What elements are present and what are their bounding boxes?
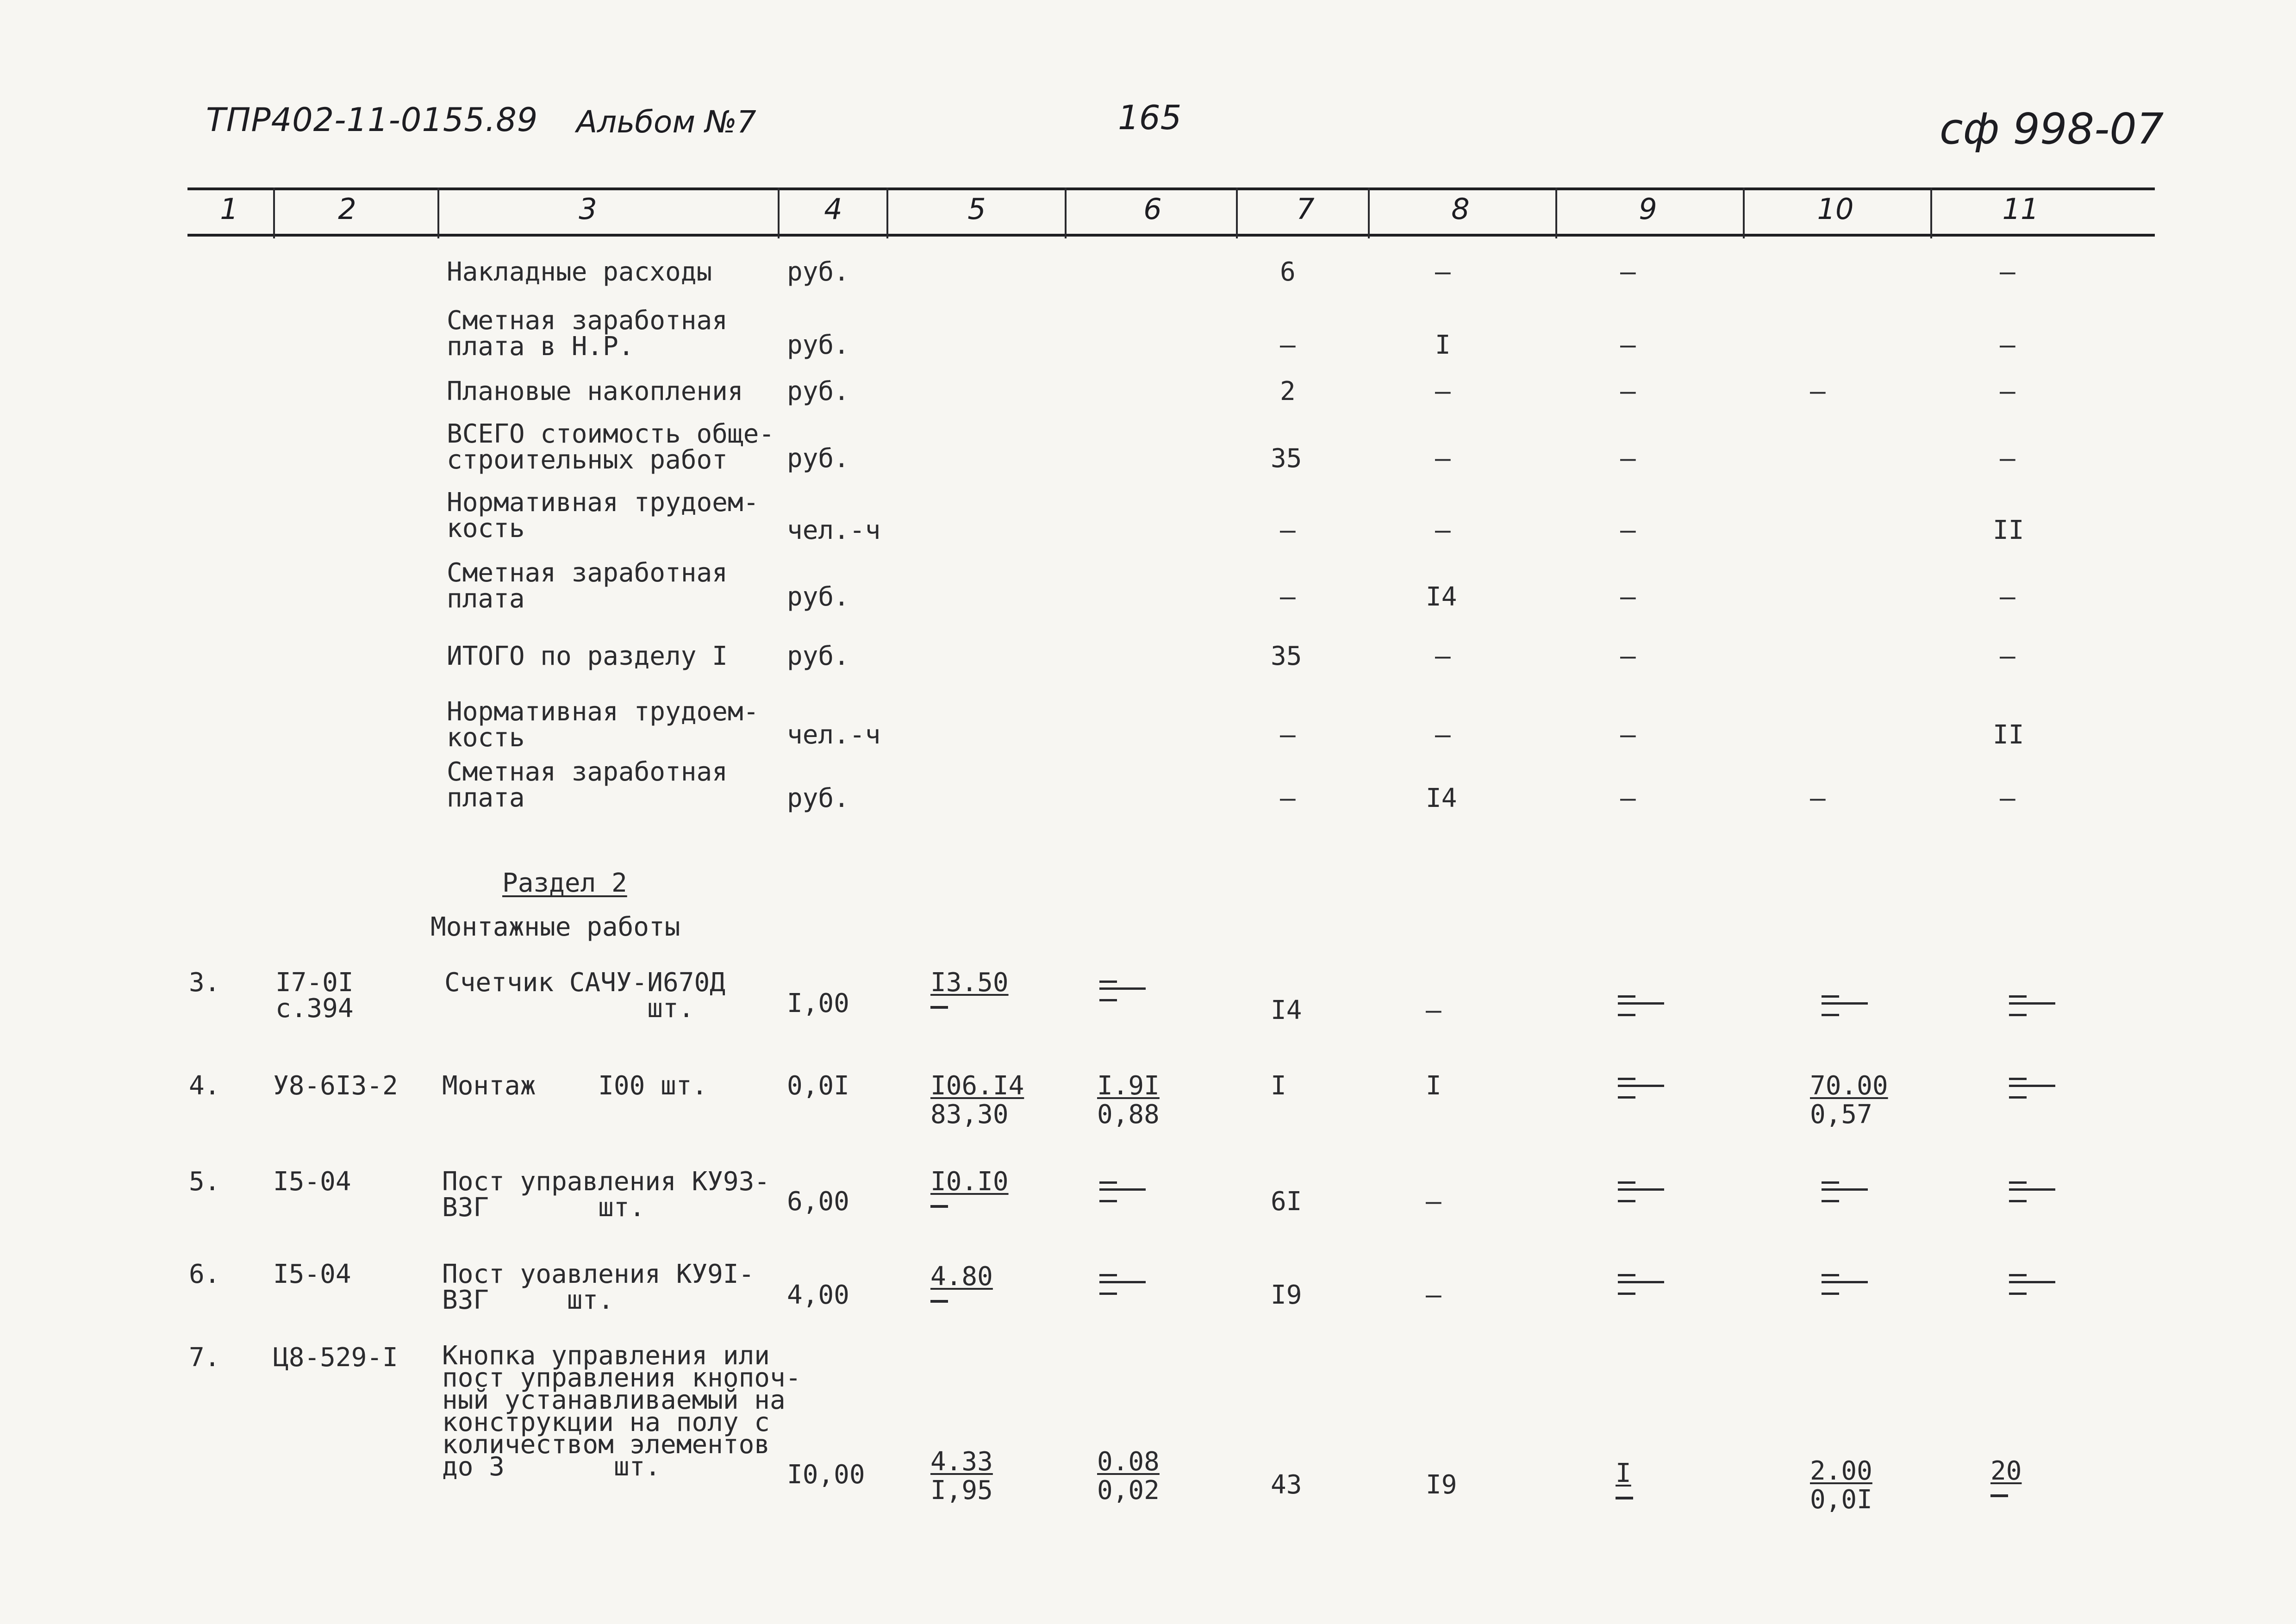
item-c5 [930, 1264, 993, 1303]
item-name: Кнопка управления или пост управления кнопоч- ный устанавливаемый на конструкции на полу с количеством элементов до 3 шт. [442, 1341, 801, 1482]
col-separator [273, 187, 275, 238]
item-code: I5-04 [273, 1167, 351, 1197]
c10-top: 2.00 [1810, 1456, 1872, 1486]
cell-c9: – [1620, 443, 1636, 474]
col-separator [886, 187, 888, 238]
row-name: ИТОГО по разделу I [447, 641, 728, 671]
sheet-reference: сф 998-07 [1940, 104, 2164, 154]
row-name: Сметная заработная плата [447, 757, 728, 813]
cell-c8: I [1435, 330, 1451, 360]
cell-c11: – [2000, 641, 2015, 671]
column-number: 6 [1143, 192, 1162, 226]
c10-dash-mark [1822, 1181, 1868, 1202]
c11-dash-mark [2009, 1078, 2055, 1099]
cell-c8: – [1435, 720, 1451, 750]
item-name: Пост управления КУ93- ВЗГ шт. [442, 1167, 770, 1223]
cell-c11: – [2000, 376, 2015, 406]
cell-c9: – [1620, 515, 1636, 545]
cell-c11: – [2000, 783, 2015, 813]
row-name: Нормативная трудоем- кость [447, 697, 759, 753]
c11-top: 20 [1990, 1456, 2022, 1486]
cell-c8: – [1435, 641, 1451, 671]
cell-c7: 35 [1271, 641, 1302, 671]
c6-dash-mark [1099, 1274, 1146, 1295]
col-separator [1555, 187, 1557, 238]
item-c10 [1810, 1458, 1872, 1513]
dash [930, 1006, 948, 1009]
row-unit: чел.-ч [787, 720, 881, 750]
page-number: 165 [1118, 98, 1182, 137]
row-unit: руб. [787, 582, 849, 612]
item-c8: – [1426, 1187, 1441, 1217]
item-number: 7. [189, 1343, 220, 1373]
cell-c7: 6 [1280, 257, 1296, 287]
c11-dash-mark [2009, 1181, 2055, 1202]
row-unit: руб. [787, 641, 849, 671]
c11-dash-mark [2009, 995, 2055, 1016]
col-separator [1368, 187, 1370, 238]
c5-value: 4.80 [930, 1262, 993, 1292]
header-bottom-rule [187, 234, 2155, 237]
item-c7: I [1271, 1071, 1286, 1101]
cell-c9: – [1620, 376, 1636, 406]
col-separator [1065, 187, 1067, 238]
dash [1616, 1497, 1633, 1499]
row-unit: руб. [787, 783, 849, 813]
cell-c9: – [1620, 720, 1636, 750]
col-separator [778, 187, 780, 238]
cell-c7: – [1280, 720, 1296, 750]
row-unit: руб. [787, 376, 849, 406]
col-separator [1743, 187, 1745, 238]
c10-dash-mark [1822, 1274, 1868, 1295]
item-qty: 0,0I [787, 1071, 849, 1101]
cell-c7: – [1280, 783, 1296, 813]
item-c8: – [1426, 1280, 1441, 1310]
cell-c11: II [1993, 515, 2024, 545]
item-c6 [1097, 1449, 1160, 1504]
row-name: Сметная заработная плата в Н.Р. [447, 306, 728, 362]
cell-c11: – [2000, 330, 2015, 360]
col-separator [1930, 187, 1932, 238]
column-number: 3 [579, 192, 597, 226]
item-c5 [930, 1073, 1024, 1128]
cell-c7: – [1280, 330, 1296, 360]
cell-c8: I4 [1426, 582, 1457, 612]
column-number: 4 [824, 192, 842, 226]
row-unit: руб. [787, 330, 849, 360]
row-name: ВСЕГО стоимость обще- строительных работ [447, 419, 775, 475]
c10-bottom: 0,0I [1810, 1485, 1872, 1515]
row-unit: руб. [787, 257, 849, 287]
cell-c8: – [1435, 443, 1451, 474]
c6-bottom: 0,88 [1097, 1099, 1160, 1130]
section-title: Раздел 2 [502, 868, 627, 898]
cell-c9: – [1620, 641, 1636, 671]
item-c8: – [1426, 995, 1441, 1025]
col-separator [437, 187, 439, 238]
item-number: 3. [189, 968, 220, 998]
c5-top: I06.I4 [930, 1071, 1024, 1101]
row-name: Нормативная трудоем- кость [447, 487, 759, 543]
cell-c11: – [2000, 582, 2015, 612]
cell-c7: 35 [1271, 443, 1302, 474]
column-number: 8 [1451, 192, 1470, 226]
item-c6 [1097, 1073, 1160, 1128]
column-number: 5 [967, 192, 986, 226]
cell-c10: – [1810, 376, 1826, 406]
cell-c9: – [1620, 783, 1636, 813]
c6-dash-mark [1099, 981, 1146, 1001]
c9-dash-mark [1618, 1181, 1664, 1202]
cell-c7: – [1280, 582, 1296, 612]
column-number: 7 [1296, 192, 1315, 226]
item-c8: I [1426, 1071, 1441, 1101]
section-subtitle: Монтажные работы [430, 912, 680, 942]
dash [930, 1205, 948, 1208]
item-qty: I,00 [787, 988, 849, 1018]
column-number: 10 [1817, 192, 1854, 226]
header-top-rule [187, 187, 2155, 190]
item-c7: 6I [1271, 1187, 1302, 1217]
item-code: У8-6I3-2 [273, 1071, 398, 1101]
cell-c11: – [2000, 257, 2015, 287]
c11-dash-mark [2009, 1274, 2055, 1295]
row-unit: чел.-ч [787, 515, 881, 545]
c5-top: 4.33 [930, 1447, 993, 1477]
c5-value: I0.I0 [930, 1167, 1009, 1197]
item-c5 [930, 1449, 993, 1504]
item-number: 5. [189, 1167, 220, 1197]
c10-top: 70.00 [1810, 1071, 1888, 1101]
item-name: Пост уоавления КУ9I- ВЗГ шт. [442, 1259, 755, 1315]
c6-top: 0.08 [1097, 1447, 1160, 1477]
item-code: Ц8-529-I [273, 1343, 398, 1373]
c9-dash-mark [1618, 995, 1664, 1016]
item-qty: 6,00 [787, 1187, 849, 1217]
item-c5 [930, 970, 1009, 1009]
item-name: Монтаж I00 шт. [442, 1071, 708, 1101]
item-c5 [930, 1169, 1009, 1208]
cell-c8: – [1435, 376, 1451, 406]
dash [930, 1300, 948, 1303]
c5-bottom: I,95 [930, 1475, 993, 1505]
album-number: Альбом №7 [576, 104, 756, 140]
c5-bottom: 83,30 [930, 1099, 1009, 1130]
cell-c9: – [1620, 582, 1636, 612]
c9-top: I [1616, 1458, 1631, 1488]
row-name: Накладные расходы [447, 257, 712, 287]
row-name: Сметная заработная плата [447, 558, 728, 614]
item-c10 [1810, 1073, 1888, 1128]
cell-c8: – [1435, 515, 1451, 545]
item-name: Счетчик САЧУ-И670Д шт. [444, 968, 725, 1024]
column-number: 9 [1639, 192, 1657, 226]
column-number: 1 [220, 192, 238, 226]
item-code: I7-0I с.394 [275, 968, 354, 1024]
c10-dash-mark [1822, 995, 1868, 1016]
item-c7: I9 [1271, 1280, 1302, 1310]
item-c7: 43 [1271, 1470, 1302, 1500]
col-separator [1236, 187, 1238, 238]
item-number: 6. [189, 1259, 220, 1289]
item-qty: I0,00 [787, 1460, 865, 1490]
cell-c8: – [1435, 257, 1451, 287]
cell-c9: – [1620, 330, 1636, 360]
item-number: 4. [189, 1071, 220, 1101]
item-c7: I4 [1271, 995, 1302, 1025]
dash [1990, 1494, 2008, 1497]
c6-top: I.9I [1097, 1071, 1160, 1101]
c9-dash-mark [1618, 1078, 1664, 1099]
c5-value: I3.50 [930, 968, 1009, 998]
item-c9 [1616, 1458, 1633, 1499]
cell-c9: – [1620, 257, 1636, 287]
column-number: 11 [2002, 192, 2039, 226]
row-name: Плановые накопления [447, 376, 743, 406]
cell-c7: – [1280, 515, 1296, 545]
cell-c10: – [1810, 783, 1826, 813]
c9-dash-mark [1618, 1274, 1664, 1295]
item-code: I5-04 [273, 1259, 351, 1289]
item-c11 [1990, 1458, 2021, 1497]
cell-c11: – [2000, 443, 2015, 474]
c6-dash-mark [1099, 1181, 1146, 1202]
column-number: 2 [338, 192, 356, 226]
c6-bottom: 0,02 [1097, 1475, 1160, 1505]
cell-c7: 2 [1280, 376, 1296, 406]
item-qty: 4,00 [787, 1280, 849, 1310]
item-c8: I9 [1426, 1470, 1457, 1500]
row-unit: руб. [787, 443, 849, 474]
cell-c8: I4 [1426, 783, 1457, 813]
c10-bottom: 0,57 [1810, 1099, 1872, 1130]
document-code: ТПР402-11-0155.89 [206, 101, 538, 139]
cell-c11: II [1993, 720, 2024, 750]
